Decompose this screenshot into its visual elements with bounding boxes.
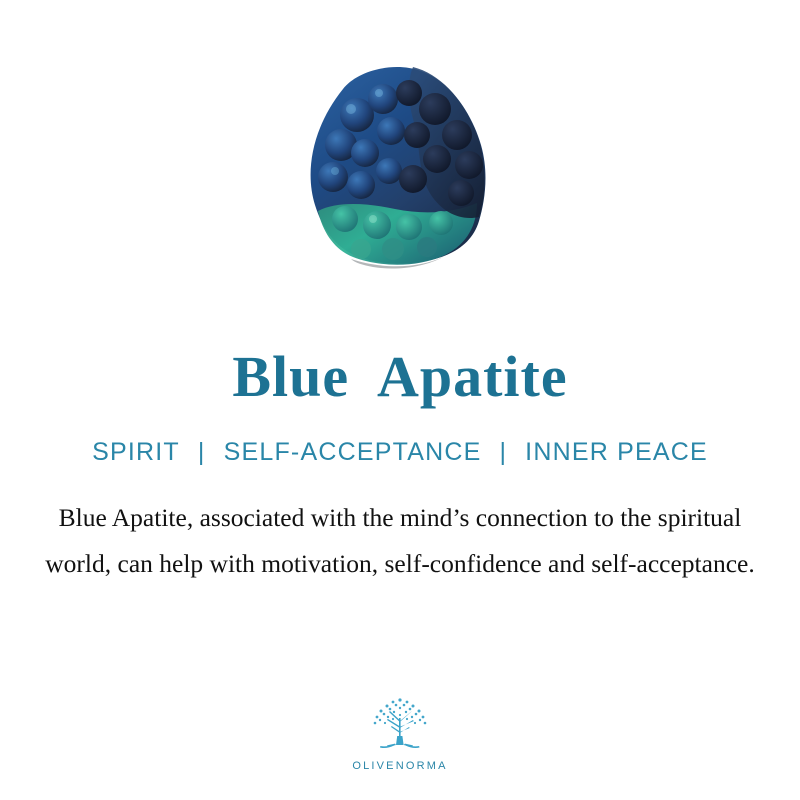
keyword-inner-peace: INNER PEACE xyxy=(525,438,708,466)
keyword-separator: | xyxy=(499,438,508,466)
brand-name: OLIVENORMA xyxy=(352,760,448,772)
tree-of-life-icon xyxy=(363,692,437,756)
keyword-list xyxy=(90,438,710,467)
description-text: Blue Apatite, associated with the mind’s connection to the spiritual world, can help with motivation, self-confidence and self-acceptance. xyxy=(45,503,755,579)
blue-apatite-stone-illustration xyxy=(285,53,515,283)
stone-image-container xyxy=(0,18,800,318)
keyword-spirit: SPIRIT xyxy=(92,438,180,466)
brand-logo xyxy=(0,692,800,772)
stone-image xyxy=(285,53,515,283)
page-title: Blue Apatite xyxy=(232,344,568,409)
keyword-separator: | xyxy=(197,438,206,466)
keyword-self-acceptance: SELF-ACCEPTANCE xyxy=(223,438,482,466)
